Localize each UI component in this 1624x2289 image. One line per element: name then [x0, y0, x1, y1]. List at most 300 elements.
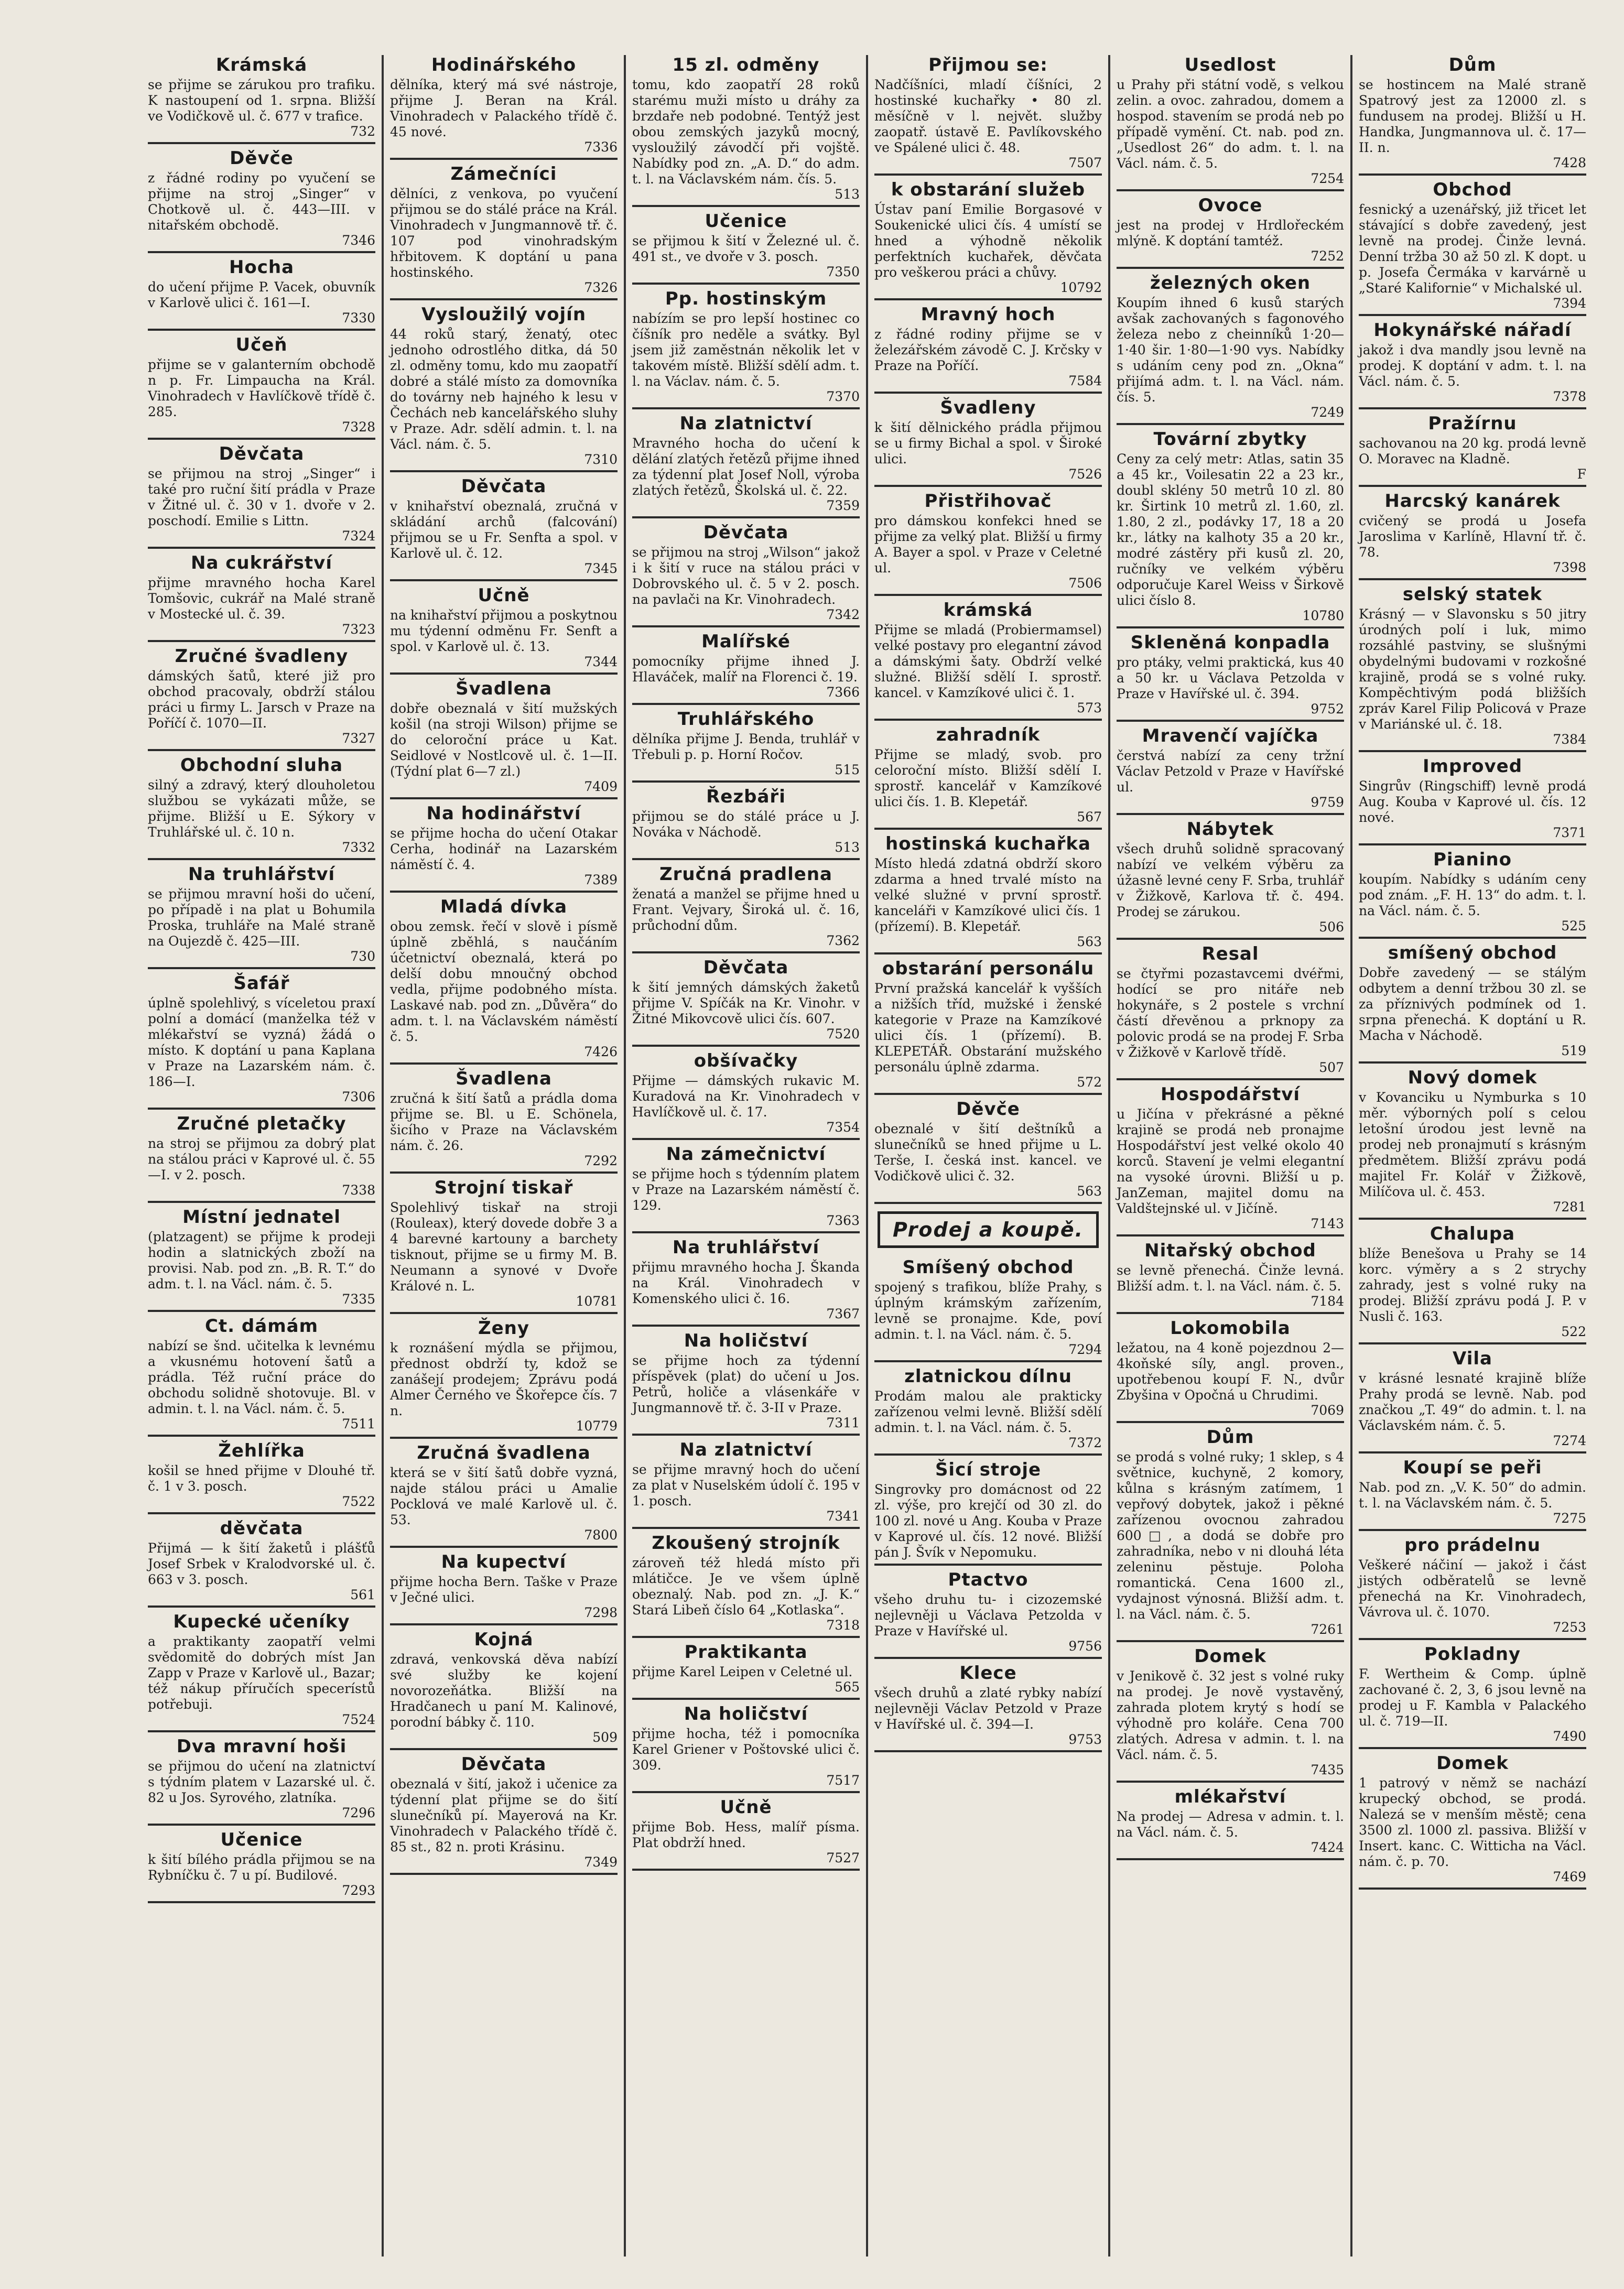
ad-title: Žehlířka [218, 1440, 305, 1461]
ad-number: 573 [1077, 700, 1102, 715]
ad-text: a praktikanty zaopatří velmi svědomitě do dobrých míst Jan Zapp v Praze v Karlově ul., Bazar; též nákup příručích specerístů potřebuji. [148, 1634, 375, 1712]
ad-text: Mravného hocha do učení k dělání zlatých řetězů přijme ihned za týdenní plat Josef Noll, výroba zlatých řetězů, Školská ul. č. 22. [632, 436, 860, 498]
ad-number: 7252 [1311, 248, 1344, 264]
classified-ad [1117, 1241, 1344, 1314]
ad-text: k šití jemných dámských žaketů přijme V. Spíčák na Kr. Vinohr. v Žitné Mikovcově ulici čís. 607. [632, 980, 860, 1026]
classified-ad [1359, 850, 1586, 939]
ad-number: 7359 [826, 498, 860, 513]
ad-number: 7366 [826, 685, 860, 700]
ad-text: pro dámskou konfekci hned se přijme za velký plat. Bližší u firmy A. Bayer a spol. v Praze v Celetné ul. [874, 513, 1102, 576]
classified-ad [1359, 584, 1586, 752]
classified-ad [1359, 1753, 1586, 1890]
ad-number: 7294 [1068, 1342, 1102, 1357]
ad-title: Děvčata [461, 476, 547, 497]
classified-ad [1359, 1349, 1586, 1453]
classified-ad [148, 1316, 375, 1437]
ad-title: Zručná pradlena [659, 864, 832, 885]
classified-ad [874, 55, 1102, 176]
ad-title: Na kupectví [441, 1552, 567, 1572]
ad-text: se levně přenechá. Činže levná. Bližší adm. t. l. na Václ. nám. č. 5. [1117, 1263, 1344, 1294]
ad-text: koupím. Nabídky s udáním ceny pod znám. „F. H. 13“ do adm. t. l. na Václ. nám. č. 5. [1359, 872, 1586, 918]
ad-title: Kupecké učeníky [173, 1611, 350, 1632]
ad-number: 7335 [342, 1292, 375, 1307]
ad-title: Hospodářství [1160, 1084, 1301, 1105]
ad-title: Ptactvo [948, 1569, 1028, 1590]
classified-ad [632, 1797, 860, 1871]
ad-number: 7306 [342, 1089, 375, 1104]
ad-text: k šití dělnického prádla přijmou se u firmy Bichal a spol. v Široké ulici. [874, 420, 1102, 467]
ad-number: 7327 [342, 731, 375, 746]
classified-ad [632, 1642, 860, 1700]
ad-title: zahradník [936, 724, 1041, 745]
classified-ad [148, 755, 375, 860]
ad-text: Přijme se mladý, svob. pro celoroční místo. Bližší sdělí I. sprostř. kancelář v Kamzíkové ulici čís. 1. B. Klepetář. [874, 747, 1102, 809]
ad-title: Učně [478, 585, 530, 606]
classified-ad [390, 476, 618, 581]
ad-number: 563 [1077, 1184, 1102, 1199]
ad-title: Na truhlářství [672, 1237, 820, 1258]
ad-number: 507 [1319, 1060, 1344, 1075]
ad-text: zdravá, venkovská děva nabízí své služby ke kojení novorozeňátka. Bližší na Hradčanech u paní M. Kalinové, porodní bábky č. 110. [390, 1652, 618, 1730]
ad-text: blíže Benešova u Prahy se 14 korc. výměry a s 2 strychy zahrady, jest s volné ruky na prodej. Bližší zprávu podá J. P. v Nusli č. 163. [1359, 1246, 1586, 1324]
ad-title: Obchod [1433, 179, 1512, 200]
classified-ad [148, 553, 375, 642]
ad-columns [142, 55, 1593, 2257]
ad-title: děvčata [220, 1518, 304, 1539]
ad-title: Improved [1422, 756, 1523, 777]
ad-title: Místní jednatel [182, 1207, 341, 1228]
ad-title: Na holičství [684, 1330, 808, 1351]
classified-ad [632, 709, 860, 783]
ad-text: 44 roků starý, ženatý, otec jednoho odrostlého ditka, dá 50 zl. odměny tomu, kdo mu zaopatří dobré a stálé místo za domovníka do továrny neb hajného k lesu v Čechách neb kancelářského sluhy v Praze. Adr. sdělí admin. t. l. na Václ. nám. č. 5. [390, 327, 618, 452]
ad-text: přijmou se do stálé práce u J. Nováka v Náchodě. [632, 809, 860, 840]
classified-ad [874, 725, 1102, 830]
ad-number: 7254 [1311, 171, 1344, 186]
ad-text: tomu, kdo zaopatří 28 roků starému muži místo u dráhy za brzdaře neb podobné. Tentýž jest obou zemských jazyků mocný, vysloužilý závodčí při vojště. Nabídky pod zn. „A. D.“ do adm. t. l. na Václavském nám. čís. 5. [632, 77, 860, 187]
classified-ad [148, 646, 375, 751]
ad-number: 7281 [1553, 1199, 1586, 1214]
ad-title: Vysloužilý vojín [421, 304, 587, 325]
classified-ad [148, 1737, 375, 1826]
ad-title: Vila [1453, 1348, 1492, 1369]
classified-ad [390, 1318, 618, 1439]
classified-ad [632, 632, 860, 705]
ad-text: se přijme hoch za týdenní příspěvek (plat) do učení u Jos. Petrů, holiče a vlásenkáře v Jungmannově tř. č. 3-II v Praze. [632, 1353, 860, 1415]
ad-title: Ovoce [1198, 195, 1263, 216]
ad-number: 565 [835, 1679, 860, 1695]
ad-text: čerstvá nabízí za ceny tržní Václav Petzold v Praze v Havířské ul. [1117, 748, 1344, 795]
classified-ad [632, 1533, 860, 1638]
classified-ad [874, 1099, 1102, 1204]
ad-title: Děvčata [219, 443, 305, 464]
ad-title: k obstarání služeb [891, 179, 1086, 200]
ad-text: na knihařství přijmou a poskytnou mu týdenní odměnu Fr. Senft a spol. v Karlově ul. č. 13. [390, 607, 618, 654]
ad-title: Šicí stroje [935, 1459, 1042, 1480]
classified-ad [632, 55, 860, 207]
classified-ad [874, 834, 1102, 954]
classified-ad [874, 491, 1102, 596]
ad-title: Přijmou se: [928, 55, 1048, 75]
classified-ad [148, 148, 375, 253]
ad-text: v Jenikově č. 32 jest s volné ruky na prodej. Je nově vystavěný, zahrada plotem krytý s hodí se výhodně pro koláře. Cena 700 zlatých. Adresa v admin. t. l. na Václ. nám. č. 5. [1117, 1668, 1344, 1762]
classified-ad [390, 679, 618, 799]
ad-text: se přijme se zárukou pro trafiku. K nastoupení od 1. srpna. Bližší ve Vodičkově ul. č. 677 v trafice. [148, 77, 375, 124]
ad-number: 561 [350, 1587, 375, 1602]
classified-ad [390, 55, 618, 160]
ad-title: Resal [1201, 943, 1259, 964]
classified-ad [148, 1830, 375, 1903]
ad-number: 7424 [1311, 1840, 1344, 1855]
ad-number: 7346 [342, 233, 375, 248]
ad-text: jakož i dva mandly jsou levně na prodej. K doptání v adm. t. l. na Václ. nám. č. 5. [1359, 342, 1586, 389]
classified-ad [1359, 1458, 1586, 1531]
ad-title: Chalupa [1430, 1223, 1515, 1244]
ad-title: Pokladny [1424, 1644, 1521, 1665]
classified-ad [390, 1630, 618, 1750]
classified-ad [1359, 756, 1586, 845]
classified-ad [1359, 943, 1586, 1064]
ad-text: (platzagent) se přijme k prodeji hodin a slatnických zboží na provisi. Nab. pod zn. „B. R. T.“ do adm. t. l. na Václ. nám. č. 5. [148, 1229, 375, 1292]
ad-title: Hokynářské nářadí [1373, 320, 1572, 341]
ad-text: ležatou, na 4 koně pojezdnou 2—4koňské síly, angl. proven., upotřebenou koupí F. N., dvůr Zbyšina v Opočná u Chrudimi. [1117, 1340, 1344, 1403]
ad-text: se prodá s volné ruky; 1 sklep, s 4 světnice, kuchyně, 2 komory, kůlna s krásným zatímem, 1 vepřový dobytek, jakož i pěkné zařízenou ovocnou zahradou 600□, a dodá se dobře pro zahradníka, nebo v ni dlouhá léta zeleninu pěstuje. Poloha romantická. Cena 1600 zl., vydajnost výnosná. Bližší adm. t. l. na Václ. nám. č. 5. [1117, 1449, 1344, 1622]
ad-number: 7143 [1311, 1216, 1344, 1231]
classified-ad [1359, 1224, 1586, 1344]
ad-text: Prodám malou ale prakticky zařízenou velmi levně. Bližší sdělí admin. t. l. na Václ. nám. č. 5. [874, 1388, 1102, 1435]
ad-title: hostinská kuchařka [885, 833, 1091, 854]
ad-title: Mladá dívka [440, 896, 568, 917]
ad-title: Učeň [235, 334, 288, 355]
classified-ad [390, 305, 618, 472]
classified-ad [632, 1331, 860, 1436]
ad-number: 7323 [342, 622, 375, 637]
ad-title: Učně [720, 1797, 772, 1818]
ad-title: Pražírnu [1428, 413, 1517, 434]
ad-text: Dobře zavedený — se stálým odbytem a denní tržbou 30 zl. se za příznivých podmínek od 1. srpna přenechá. K doptání u R. Macha v Náchodě. [1359, 965, 1586, 1043]
ad-text: přijmu mravného hocha J. Škanda na Král. Vinohradech v Komenského ulici č. 16. [632, 1260, 860, 1306]
ad-title: Kojná [474, 1629, 534, 1650]
classified-ad [148, 55, 375, 144]
ad-number: 7435 [1311, 1762, 1344, 1777]
ad-text: která se v šití šatů dobře vyzná, najde stálou práci u Amalie Pocklová ve malé Karlově ul. č. 53. [390, 1465, 618, 1527]
ad-number: 10780 [1302, 608, 1344, 623]
ad-text: Přijmá — k šití žaketů i plášťů Josef Srbek v Kralodvorské ul. č. 663 v 3. posch. [148, 1541, 375, 1587]
classified-ad [390, 1069, 618, 1174]
ad-number: 7350 [826, 264, 860, 279]
ad-title: Na hodinářství [426, 803, 581, 824]
ad-text: nabízí se šnd. učitelka k levnému a vkusnému hotovení šatů a prádla. Též ruční práce do obchodu solidně shotovuje. Bl. v admin. t. l. na Václ. nám. č. 5. [148, 1338, 375, 1416]
ad-number: 7249 [1311, 405, 1344, 420]
ad-number: 7507 [1068, 155, 1102, 170]
ad-title: Koupí se peři [1403, 1457, 1542, 1478]
ad-text: obeznalé v šití deštníků a slunečníků se hned přijme u L. Terše, I. česká inst. kancel. ve Vodičkově ulici č. 32. [874, 1121, 1102, 1184]
ad-title: Truhlářského [677, 709, 815, 730]
ad-text: se čtyřmi pozastavcemi dvéřmi, hodící se pro nitáře neb hokynáře, s 2 postele s vrchní částí dřevěnou a prknopy za polovic prodá se na prodej F. Srba v Žižkově v Karlově třídě. [1117, 966, 1344, 1060]
classified-ad [1359, 180, 1586, 316]
classified-ad [390, 1443, 618, 1548]
classified-ad [874, 1460, 1102, 1566]
ad-title: Děvčata [703, 522, 789, 543]
classified-ad [148, 1441, 375, 1514]
ad-title: Děvčata [461, 1754, 547, 1775]
ad-title: Švadlena [456, 678, 552, 699]
ad-number: 563 [1077, 934, 1102, 949]
ad-text: dobře obeznalá v šití mužských košil (na stroji Wilson) přijme se do celoroční práce u Kat. Seidlové v Nostlcově ul. č. 1—II. (Týdní plat 6—7 zl.) [390, 701, 618, 779]
ad-title: Zámečníci [450, 164, 557, 185]
classified-ad [1117, 1646, 1344, 1783]
ad-title: Hocha [229, 257, 295, 278]
ad-number: 730 [350, 949, 375, 964]
classified-ad [390, 1754, 618, 1875]
classified-ad [1117, 819, 1344, 940]
ad-text: Nab. pod zn. „V. K. 50“ do admin. t. l. na Václavském nám. č. 5. [1359, 1480, 1586, 1511]
ad-text: v krásné lesnaté krajině blíže Prahy prodá se levně. Nab. pod značkou „T. 49“ do admin. t. l. na Václavském nám. č. 5. [1359, 1371, 1586, 1433]
ad-number: 513 [835, 840, 860, 855]
ad-number: 7800 [584, 1527, 618, 1543]
ad-text: obeznalá v šití, jakož i učenice za týdenní plat přijme se do šití slunečníků pí. Mayerová na Kr. Vinohradech v Palackého třídě č. 85 st., 82 n. proti Krásinu. [390, 1776, 618, 1854]
ad-number: F [1577, 467, 1586, 482]
ad-number: 7318 [826, 1618, 860, 1633]
ad-text: Ústav paní Emilie Borgasové v Soukenické ulici čís. 4 umístí se hned a výhodně několik perfektních kuchařek, děvčata pro veškerou práci a chůvy. [874, 202, 1102, 280]
ad-number: 7326 [584, 280, 618, 295]
ad-number: 506 [1319, 919, 1344, 935]
classified-ad [632, 1440, 860, 1529]
ad-text: přijme hocha, též i pomocníka Karel Griener v Poštovské ulici č. 309. [632, 1726, 860, 1773]
ad-text: se přijmou k šití v Železné ul. č. 491 st., ve dvoře v 3. posch. [632, 233, 860, 264]
ad-title: Přistřihovač [924, 491, 1052, 512]
classified-ad [874, 180, 1102, 300]
classified-ad [148, 1207, 375, 1312]
ad-title: Ct. dámám [204, 1316, 319, 1337]
ad-number: 7511 [342, 1416, 375, 1431]
ad-text: se hostincem na Malé straně Spatrový jest za 12000 zl. s fundusem na prodej. Bližší u H. Handka, Jungmannova ul. č. 17—II. n. [1359, 77, 1586, 155]
ad-text: košil se hned přijme v Dlouhé tř. č. 1 v 3. posch. [148, 1463, 375, 1494]
column-1 [142, 55, 384, 2257]
ad-title: krámská [943, 600, 1033, 621]
ad-number: 732 [350, 124, 375, 139]
classified-ad [148, 1518, 375, 1608]
ad-number: 10792 [1060, 280, 1102, 295]
ad-title: Praktikanta [684, 1642, 808, 1663]
ad-text: fesnický a uzenářský, již třicet let stávající s dobře zavedený, jest levně na prodej. Činže levná. Denní tržba 30 až 50 zl. K dopt. u p. Josefa Čermáka v karvárně u „Staré Kalifornie“ v Michalské ul. [1359, 202, 1586, 296]
classified-ad [390, 897, 618, 1065]
ad-text: přijme mravného hocha Karel Tomšovic, cukrář na Malé straně v Mostecké ul. č. 39. [148, 575, 375, 622]
ad-title: Mravný hoch [921, 304, 1056, 325]
ad-text: spojený s trafikou, blíže Prahy, s úplným krámským zařízením, levně se pronajme. Kde, poví admin. t. l. na Václ. nám. č. 5. [874, 1279, 1102, 1342]
classified-ad [632, 787, 860, 860]
classified-ad [632, 1238, 860, 1327]
classified-ad [874, 600, 1102, 721]
ad-title: Švadleny [940, 397, 1036, 418]
classified-ad [632, 523, 860, 627]
classified-ad [632, 1144, 860, 1233]
ad-text: přijme Bob. Hess, malíř písma. Plat obdrží hned. [632, 1819, 860, 1850]
ad-text: Singrovky pro domácnost od 22 zl. výše, pro krejčí od 30 zl. do 100 zl. nové u Ang. Kouba v Praze v Kaprové ul. čís. 12 nové. Bližší pán J. Švík v Nepomuku. [874, 1482, 1102, 1560]
ad-title: zlatnickou dílnu [904, 1366, 1072, 1387]
classified-ad [1117, 55, 1344, 191]
ad-number: 7338 [342, 1183, 375, 1198]
ad-number: 9753 [1068, 1732, 1102, 1747]
classified-ad [1359, 1068, 1586, 1220]
ad-text: se přijme hocha do učení Otakar Cerha, hodinář na Lazarském náměstí č. 4. [390, 826, 618, 872]
classified-ad [1117, 1427, 1344, 1642]
ad-text: nabízím se pro lepší hostinec co číšník pro neděle a svátky. Byl jsem již zaměstnán několik let v takovém místě. Bližší sdělí adm. t. l. na Václav. nám. č. 5. [632, 311, 860, 389]
ad-title: Harcský kanárek [1384, 491, 1561, 512]
ad-number: 509 [592, 1730, 618, 1745]
classified-ad [874, 1570, 1102, 1659]
ad-number: 7394 [1553, 296, 1586, 311]
classified-ad [874, 305, 1102, 394]
ad-title: pro prádelnu [1404, 1535, 1541, 1556]
ad-title: Skleněná konpadla [1130, 632, 1330, 653]
column-4 [868, 55, 1110, 2257]
ad-text: pro ptáky, velmi praktická, kus 40 a 50 kr. u Václava Petzolda v Praze v Havířské ul. č. 394. [1117, 655, 1344, 701]
ad-text: pomocníky přijme ihned J. Hlaváček, malíř na Florenci č. 19. [632, 654, 860, 685]
ad-text: se přijmou na stroj „Singer“ i také pro ruční šití prádla v Praze v Žitné ul. č. 30 v 1. dvoře v 2. poschodí. Emilie s Littn. [148, 466, 375, 528]
ad-title: Nitařský obchod [1144, 1240, 1316, 1261]
ad-text: silný a zdravý, který dlouholetou službou se vykázati může, se přijme. Bližší u E. Sýkory v Truhlářské ul. č. 10 n. [148, 777, 375, 840]
ad-number: 567 [1077, 809, 1102, 825]
ad-number: 525 [1561, 918, 1586, 934]
ad-title: železných oken [1150, 273, 1311, 294]
ad-number: 7349 [584, 1854, 618, 1870]
ad-title: Nový domek [1408, 1067, 1538, 1088]
classified-ad [1117, 726, 1344, 815]
ad-title: Hodinářského [431, 55, 577, 75]
ad-number: 7363 [826, 1213, 860, 1228]
ad-text: všeho druhu tu- i cizozemské nejlevněji u Václava Petzolda v Praze v Havířské ul. [874, 1592, 1102, 1639]
ad-number: 522 [1561, 1324, 1586, 1339]
classified-ad [148, 973, 375, 1110]
ad-number: 7367 [826, 1306, 860, 1321]
ad-text: dělníka přijme J. Benda, truhlář v Třebuli p. p. Horní Ročov. [632, 731, 860, 762]
ad-title: selský statek [1402, 584, 1543, 605]
ad-text: se přijme hoch s týdenním platem v Praze na Lazarském náměstí č. 129. [632, 1166, 860, 1213]
ad-title: Učenice [705, 211, 787, 232]
classified-ad [1117, 633, 1344, 722]
ad-title: Klece [959, 1663, 1017, 1684]
classified-ad [1117, 196, 1344, 269]
ad-title: 15 zl. odměny [672, 55, 820, 75]
classified-ad [632, 289, 860, 409]
classified-ad [148, 864, 375, 969]
ad-text: Spolehlivý tiskař na stroji (Rouleax), který dovede dobře 3 a 4 barevné kartouny a barchety tisknout, přijme se u firmy M. B. Neumann a synové v Dvoře Králové n. L. [390, 1200, 618, 1294]
ad-number: 9759 [1311, 795, 1344, 810]
ad-number: 7384 [1553, 732, 1586, 747]
ad-number: 7293 [342, 1883, 375, 1898]
ad-title: obstarání personálu [882, 958, 1095, 979]
ad-title: smíšený obchod [1388, 942, 1557, 963]
classified-ad [1117, 429, 1344, 628]
ad-text: k roznášení mýdla se přijmou, přednost obdrží ty, kdož se zanášejí prodejem; Zprávu podá Almer Černého ve Škořepce čís. 7 n. [390, 1340, 618, 1418]
classified-ad [390, 164, 618, 300]
ad-number: 7527 [826, 1850, 860, 1865]
classified-ad [632, 414, 860, 518]
ad-text: z řádné rodiny přijme se v železářském závodě C. J. Krčsky v Praze na Poříčí. [874, 327, 1102, 373]
classified-ad [1117, 1318, 1344, 1423]
ad-text: Ceny za celý metr: Atlas, satin 35 a 45 kr., Voilesatin 22 a 23 kr., doubl sklény 50 metrů 10 zl. 80 kr. Širtink 10 metrů zl. 1.60, zl. 1.80, 2 zl., podávky 17, 18 a 20 kr., látky na kalhoty 35 a 20 kr., modré zástěry při kusů zl. 20, ručníky ve velkém výběru odporučuje Karel Weiss v Širkově ulici číslo 8. [1117, 451, 1344, 608]
ad-number: 7354 [826, 1120, 860, 1135]
classified-ad [148, 257, 375, 331]
ad-number: 7520 [826, 1026, 860, 1042]
ad-title: Nábytek [1186, 819, 1274, 840]
ad-title: Zručná švadlena [417, 1442, 591, 1463]
ad-text: obou zemsk. řečí v slově i písmě úplně zběhlá, s naučáním účetnictví obeznalá, která po delší dobu mnoučný obchod vedla, přijme podobného místa. Laskavé nab. pod zn. „Důvěra“ do adm. t. l. na Václavském náměstí č. 5. [390, 919, 618, 1044]
ad-text: zručná k šití šatů a prádla doma přijme se. Bl. u E. Schönela, šicího v Praze na Václavském nám. č. 26. [390, 1091, 618, 1153]
ad-title: Děvče [230, 148, 294, 169]
classified-ad [632, 1704, 860, 1793]
section-heading: Prodej a koupě. [878, 1211, 1099, 1248]
column-6 [1352, 55, 1593, 2257]
ad-title: Tovární zbytky [1153, 429, 1307, 450]
classified-ad [874, 959, 1102, 1095]
ad-number: 7526 [1068, 467, 1102, 482]
ad-text: Místo hledá zdatná obdrží skoro zdarma a hned trvalé místo na velké služné v první sprostř. kanceláři v Kamzíkové ulici čís. 1 (přízemí). B. Klepetář. [874, 856, 1102, 934]
ad-text: do učení přijme P. Vacek, obuvník v Karlově ulici č. 161—I. [148, 279, 375, 310]
classified-ad [1359, 1644, 1586, 1749]
ad-title: Děvčata [703, 957, 789, 978]
ad-text: se přijmou na stroj „Wilson“ jakož i k šití v ruce na stálou práci v Dobrovského ul. č. 5 v 2. posch. na pavlači na Kr. Vinohradech. [632, 545, 860, 607]
classified-ad [1117, 1084, 1344, 1236]
ad-title: Na holičství [684, 1704, 808, 1724]
ad-title: Smíšený obchod [902, 1257, 1074, 1278]
classified-ad [1359, 320, 1586, 409]
column-5 [1110, 55, 1352, 2257]
ad-text: všech druhů a zlaté rybky nabízí nejlevněji Václav Petzold v Praze v Havířské ul. č. 394—I. [874, 1685, 1102, 1732]
ad-title: Zručné švadleny [175, 646, 349, 667]
ad-title: Švadlena [456, 1068, 552, 1089]
ad-number: 7409 [584, 779, 618, 794]
ad-text: u Prahy při státní vodě, s velkou zelin. a ovoc. zahradou, domem a hospod. stavením se prodá neb po případě vymění. Ct. nab. pod zn. „Usedlost 26“ do adm. t. l. na Václ. nám. č. 5. [1117, 77, 1344, 171]
ad-text: Na prodej — Adresa v admin. t. l. na Václ. nám. č. 5. [1117, 1809, 1344, 1840]
classified-ad [1359, 491, 1586, 580]
ad-text: přijme Karel Leipen v Celetné ul. [632, 1664, 853, 1679]
classified-ad [148, 1612, 375, 1732]
classified-ad [148, 444, 375, 549]
ad-text: přijme se v galanterním obchodě n p. Fr. Limpaucha na Král. Vinohradech v Havlíčkově třídě č. 285. [148, 357, 375, 419]
ad-text: jest na prodej v Hrdlořeckém mlýně. K doptání tamtéž. [1117, 218, 1344, 248]
ad-text: dělníci, z venkova, po vyučení přijmou se do stálé práce na Král. Vinohradech v Jungmannově tř. č. 107 pod vinohradským hřbitovem. K doptání u pana hostinského. [390, 186, 618, 280]
ad-text: v Kovanciku u Nymburka s 10 měr. výborných polí s celou letošní úrodou jest levně na prodej neb pronajmutí s krásným předmětem. Bližší zprávu podá majitel Fr. Kolář v Žižkově, Milíčova ul. č. 453. [1359, 1090, 1586, 1199]
ad-title: Strojní tiskař [434, 1177, 573, 1198]
ad-title: mlékařství [1174, 1786, 1286, 1807]
ad-number: 7490 [1553, 1729, 1586, 1744]
ad-text: k šití bílého prádla přijmou se na Rybníčku č. 7 u pí. Budilové. [148, 1852, 375, 1883]
classified-ad [1359, 55, 1586, 176]
ad-text: Krásný — v Slavonsku s 50 jitry úrodných polí i luk, mimo rozsáhlé pastviny, se slušnými obydelnými budovami v rozkošné krajině, prodá se s volné ruky. Kompěchtivým podá bližších zpráv Karel Filip Policová v Praze v Mariánské ul. č. 18. [1359, 606, 1586, 732]
ad-number: 7378 [1553, 389, 1586, 404]
ad-number: 7253 [1553, 1620, 1586, 1635]
classified-ad [874, 1663, 1102, 1752]
ad-title: Pianino [1433, 849, 1512, 870]
ad-title: Domek [1194, 1646, 1266, 1667]
classified-ad [1359, 1535, 1586, 1640]
ad-number: 7328 [342, 419, 375, 435]
ad-number: 7330 [342, 310, 375, 326]
ad-text: Koupím ihned 6 kusů starých avšak zachovaných s fagonového železa nebo z cheinníků 1·20—1·40 šir. 1·80—1·90 vys. Nabídky s udáním ceny pod zn. „Okna“ přijímá adm. t. l. na Václ. nám. čís. 5. [1117, 295, 1344, 405]
classified-ad [390, 1178, 618, 1314]
classified-ad [632, 864, 860, 953]
classified-ad [874, 1366, 1102, 1456]
ad-text: se přijme mravný hoch do učení za plat v Nuselském údolí č. 195 v 1. posch. [632, 1462, 860, 1509]
ad-number: 7332 [342, 840, 375, 855]
ad-title: Na zlatnictví [679, 1439, 813, 1460]
ad-number: 7341 [826, 1509, 860, 1524]
ad-number: 7398 [1553, 560, 1586, 575]
ad-text: úplně spolehlivý, s víceletou praxí polní a domácí (manželka též v mlékařství se vyzná) žádá o místo. K doptání u pana Kaplana v Praze na Lazarském nám. č. 186—I. [148, 995, 375, 1089]
ad-number: 7275 [1553, 1511, 1586, 1526]
ad-number: 7370 [826, 389, 860, 404]
